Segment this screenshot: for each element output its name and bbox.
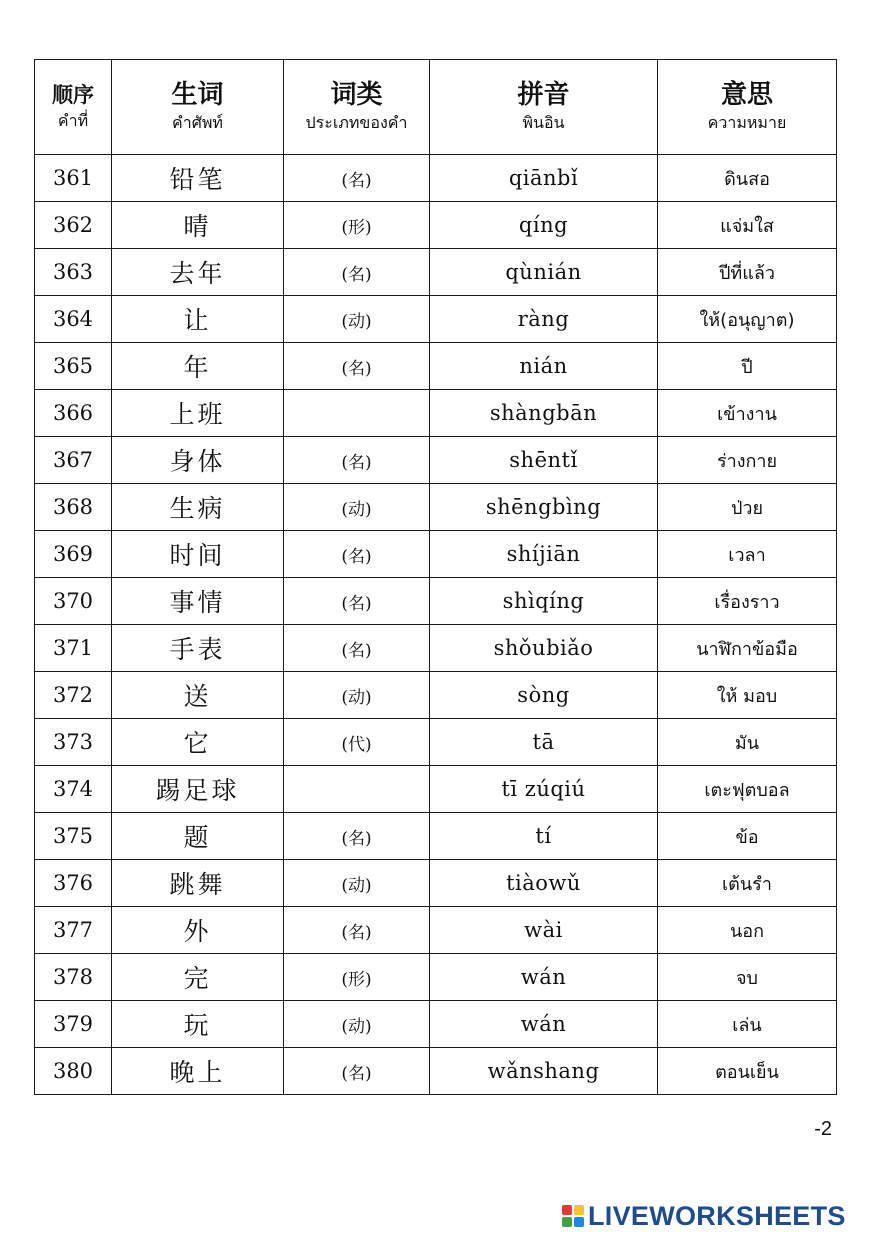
row-meaning: ให้(อนุญาต) [658,296,837,343]
row-part-of-speech [284,766,430,813]
row-pinyin: ràng [430,296,658,343]
row-pinyin: wǎnshang [430,1048,658,1095]
row-part-of-speech: (名) [284,437,430,484]
row-part-of-speech: (名) [284,625,430,672]
row-meaning: จบ [658,954,837,1001]
logo-text: LIVEWORKSHEETS [588,1200,846,1231]
row-number: 375 [35,813,112,860]
row-number: 374 [35,766,112,813]
table-row [35,860,837,907]
row-pinyin: wán [430,1001,658,1048]
table-row [35,155,837,202]
header-order-cn: 顺序 [52,82,94,107]
row-number: 365 [35,343,112,390]
table-row [35,766,837,813]
table-row [35,719,837,766]
row-part-of-speech: (名) [284,813,430,860]
row-part-of-speech: (名) [284,343,430,390]
row-meaning: แจ่มใส [658,202,837,249]
row-number: 372 [35,672,112,719]
row-number: 363 [35,249,112,296]
table-row [35,1001,837,1048]
header-pinyin [430,60,658,155]
row-pinyin: shēntǐ [430,437,658,484]
logo-square-yellow [574,1205,584,1215]
row-number: 380 [35,1048,112,1095]
row-meaning: เวลา [658,531,837,578]
row-word: 跳舞 [112,860,284,907]
row-number: 376 [35,860,112,907]
row-word: 让 [112,296,284,343]
table-row [35,672,837,719]
row-word: 送 [112,672,284,719]
table-row [35,954,837,1001]
row-meaning: ให้ มอบ [658,672,837,719]
table-row [35,390,837,437]
row-pinyin: shìqíng [430,578,658,625]
header-order [35,60,112,155]
row-word: 铅笔 [112,155,284,202]
row-word: 外 [112,907,284,954]
row-word: 手表 [112,625,284,672]
row-word: 年 [112,343,284,390]
row-part-of-speech: (名) [284,249,430,296]
row-meaning: ปีที่แล้ว [658,249,837,296]
row-part-of-speech: (形) [284,954,430,1001]
row-part-of-speech: (动) [284,672,430,719]
row-pinyin: nián [430,343,658,390]
row-meaning: นอก [658,907,837,954]
logo-square-green [562,1217,572,1227]
row-part-of-speech: (动) [284,296,430,343]
table-body [35,155,837,1095]
row-pinyin: tā [430,719,658,766]
row-meaning: เล่น [658,1001,837,1048]
row-meaning: ตอนเย็น [658,1048,837,1095]
row-word: 身体 [112,437,284,484]
row-number: 369 [35,531,112,578]
header-meaning [658,60,837,155]
row-pinyin: wài [430,907,658,954]
row-meaning: นาฬิกาข้อมือ [658,625,837,672]
row-number: 378 [35,954,112,1001]
header-pos [284,60,430,155]
row-meaning: เรื่องราว [658,578,837,625]
row-pinyin: tiàowǔ [430,860,658,907]
table-row [35,296,837,343]
row-part-of-speech: (名) [284,155,430,202]
row-part-of-speech: (动) [284,1001,430,1048]
row-part-of-speech [284,390,430,437]
row-meaning: ร่างกาย [658,437,837,484]
row-pinyin: shàngbān [430,390,658,437]
row-part-of-speech: (名) [284,578,430,625]
table-row [35,202,837,249]
header-pinyin-th: พินอิน [522,113,565,132]
row-pinyin: sòng [430,672,658,719]
row-word: 生病 [112,484,284,531]
row-word: 晚上 [112,1048,284,1095]
table-row [35,437,837,484]
row-word: 它 [112,719,284,766]
row-word: 题 [112,813,284,860]
row-part-of-speech: (动) [284,860,430,907]
header-word-th: คำศัพท์ [172,113,223,132]
table-row [35,531,837,578]
row-meaning: ป่วย [658,484,837,531]
vocabulary-table [34,59,837,1095]
row-number: 367 [35,437,112,484]
row-word: 晴 [112,202,284,249]
row-meaning: เตะฟุตบอล [658,766,837,813]
table-header [35,60,837,155]
row-meaning: ดินสอ [658,155,837,202]
header-row [35,60,837,155]
row-part-of-speech: (代) [284,719,430,766]
row-number: 371 [35,625,112,672]
row-number: 364 [35,296,112,343]
logo-mark-icon [562,1205,584,1227]
row-word: 玩 [112,1001,284,1048]
row-pinyin: tí [430,813,658,860]
row-meaning: เข้างาน [658,390,837,437]
row-pinyin: qíng [430,202,658,249]
row-number: 368 [35,484,112,531]
row-pinyin: shēngbìng [430,484,658,531]
header-pos-th: ประเภทของคำ [305,113,408,132]
row-pinyin: wán [430,954,658,1001]
row-part-of-speech: (名) [284,907,430,954]
header-word [112,60,284,155]
header-word-cn: 生词 [171,80,224,110]
row-meaning: ปี [658,343,837,390]
row-number: 370 [35,578,112,625]
table-row [35,578,837,625]
row-word: 时间 [112,531,284,578]
row-word: 上班 [112,390,284,437]
row-number: 377 [35,907,112,954]
table-row [35,1048,837,1095]
header-order-th: คำที่ [57,111,89,130]
table-row [35,907,837,954]
row-part-of-speech: (名) [284,1048,430,1095]
row-part-of-speech: (动) [284,484,430,531]
row-word: 踢足球 [112,766,284,813]
row-number: 373 [35,719,112,766]
row-meaning: มัน [658,719,837,766]
table-row [35,484,837,531]
header-meaning-cn: 意思 [720,80,773,110]
logo-square-blue [574,1217,584,1227]
row-meaning: ข้อ [658,813,837,860]
row-pinyin: shǒubiǎo [430,625,658,672]
row-number: 362 [35,202,112,249]
row-number: 361 [35,155,112,202]
row-word: 完 [112,954,284,1001]
row-word: 去年 [112,249,284,296]
header-pinyin-cn: 拼音 [517,80,570,110]
row-pinyin: shíjiān [430,531,658,578]
row-pinyin: tī zúqiú [430,766,658,813]
row-word: 事情 [112,578,284,625]
table-row [35,625,837,672]
table-row [35,813,837,860]
row-pinyin: qùnián [430,249,658,296]
row-meaning: เต้นรำ [658,860,837,907]
header-pos-cn: 词类 [330,80,383,110]
table-row [35,343,837,390]
row-part-of-speech: (形) [284,202,430,249]
row-number: 379 [35,1001,112,1048]
table-row [35,249,837,296]
liveworksheets-logo [562,1200,846,1232]
header-meaning-th: ความหมาย [707,113,787,132]
page-number: -2 [814,1118,832,1140]
logo-square-red [562,1205,572,1215]
row-number: 366 [35,390,112,437]
row-pinyin: qiānbǐ [430,155,658,202]
row-part-of-speech: (名) [284,531,430,578]
